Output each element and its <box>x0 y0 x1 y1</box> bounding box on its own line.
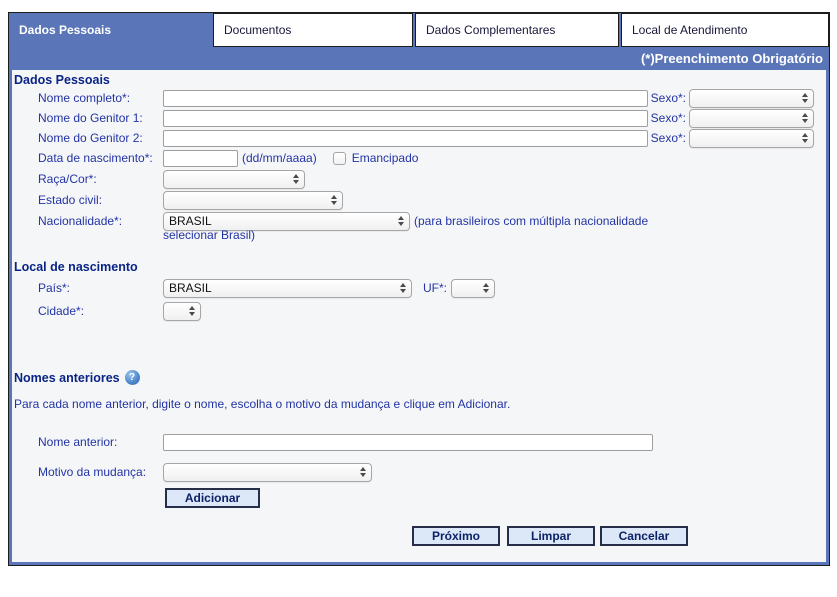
cidade-label: Cidade*: <box>38 304 85 318</box>
form-content <box>12 70 826 562</box>
row-pais-uf <box>12 278 826 298</box>
select-arrows-icon <box>326 195 337 205</box>
row-cidade <box>12 301 826 321</box>
nome-completo-label: Nome completo*: <box>38 91 131 105</box>
select-arrows-icon <box>355 467 366 477</box>
estado-civil-label: Estado civil: <box>38 193 103 207</box>
motivo-mudanca-select[interactable] <box>163 463 372 482</box>
row-raca-cor <box>12 169 826 189</box>
uf-label: UF*: <box>423 281 447 295</box>
genitor-2-label: Nome do Genitor 2: <box>38 131 143 145</box>
tab-dados-complementares-label: Dados Complementares <box>426 23 556 37</box>
select-arrows-icon <box>797 93 808 103</box>
select-arrows-icon <box>797 133 808 143</box>
sexo-label-2: Sexo*: <box>650 111 686 125</box>
help-icon[interactable]: ? <box>125 370 140 385</box>
select-arrows-icon <box>393 216 404 226</box>
motivo-mudanca-label: Motivo da mudança: <box>38 465 147 479</box>
section-title-local-nascimento <box>14 260 138 274</box>
tab-local-de-atendimento-label: Local de Atendimento <box>632 23 748 37</box>
genitor-2-input[interactable] <box>163 130 648 147</box>
nacionalidade-hint-line2: selecionar Brasil) <box>163 228 256 242</box>
genitor-1-input[interactable] <box>163 110 648 127</box>
adicionar-button[interactable]: Adicionar <box>165 488 260 508</box>
row-genitor-1 <box>12 108 826 128</box>
nome-completo-input[interactable] <box>163 90 648 107</box>
estado-civil-select[interactable] <box>163 191 343 210</box>
tab-dados-complementares[interactable] <box>415 13 619 47</box>
tab-documentos-label: Documentos <box>224 23 292 37</box>
section-title-dados-pessoais-text: Dados Pessoais <box>14 73 110 87</box>
row-estado-civil <box>12 190 826 210</box>
nome-anterior-label: Nome anterior: <box>38 435 118 449</box>
uf-select[interactable] <box>451 279 495 298</box>
row-genitor-2 <box>12 128 826 148</box>
select-arrows-icon <box>184 306 195 316</box>
section-title-dados-pessoais <box>14 73 110 87</box>
section-title-nomes-anteriores-text: Nomes anteriores <box>14 370 120 385</box>
nacionalidade-hint-line1: (para brasileiros com múltipla nacionalidade <box>414 214 649 228</box>
sexo-select-2[interactable] <box>689 109 814 128</box>
select-arrows-icon <box>288 174 299 184</box>
section-title-nomes-anteriores <box>14 370 140 385</box>
row-motivo-mudanca <box>12 462 826 482</box>
cidade-select[interactable] <box>163 302 201 321</box>
emancipado-label: Emancipado <box>351 151 419 165</box>
sexo-select-1[interactable] <box>689 89 814 108</box>
nacionalidade-select-value: BRASIL <box>169 214 212 228</box>
emancipado-checkbox[interactable] <box>333 152 346 165</box>
raca-cor-label: Raça/Cor*: <box>38 172 97 186</box>
genitor-1-label: Nome do Genitor 1: <box>38 111 143 125</box>
form-panel <box>8 12 830 566</box>
tab-dados-pessoais[interactable] <box>9 13 211 47</box>
pais-select-value: BRASIL <box>169 281 212 295</box>
sexo-label-1: Sexo*: <box>650 91 686 105</box>
row-nome-anterior <box>12 432 826 452</box>
row-data-nascimento <box>12 148 826 168</box>
required-note-strip <box>9 47 829 70</box>
tab-dados-pessoais-label: Dados Pessoais <box>19 23 112 37</box>
nomes-anteriores-instructions: Para cada nome anterior, digite o nome, escolha o motivo da mudança e clique em Adicionar. <box>14 397 511 411</box>
tab-documentos[interactable] <box>213 13 413 47</box>
select-arrows-icon <box>478 283 489 293</box>
proximo-button[interactable]: Próximo <box>412 526 500 546</box>
cancelar-button[interactable]: Cancelar <box>600 526 688 546</box>
tab-local-de-atendimento[interactable] <box>621 13 829 47</box>
nacionalidade-label: Nacionalidade*: <box>38 214 123 228</box>
select-arrows-icon <box>797 113 808 123</box>
select-arrows-icon <box>395 283 406 293</box>
data-format-hint: (dd/mm/aaaa) <box>242 151 317 165</box>
limpar-button[interactable]: Limpar <box>507 526 595 546</box>
nome-anterior-input[interactable] <box>163 434 653 451</box>
section-title-local-nascimento-text: Local de nascimento <box>14 260 138 274</box>
row-nacionalidade <box>12 211 826 231</box>
tab-bar <box>9 13 829 47</box>
raca-cor-select[interactable] <box>163 170 305 189</box>
pais-label: País*: <box>38 281 71 295</box>
data-nascimento-label: Data de nascimento*: <box>38 151 153 165</box>
pais-select[interactable] <box>163 279 412 298</box>
required-note: (*)Preenchimento Obrigatório <box>640 51 823 66</box>
sexo-select-3[interactable] <box>689 129 814 148</box>
row-nome-completo <box>12 88 826 108</box>
data-nascimento-input[interactable] <box>163 150 238 167</box>
sexo-label-3: Sexo*: <box>650 131 686 145</box>
